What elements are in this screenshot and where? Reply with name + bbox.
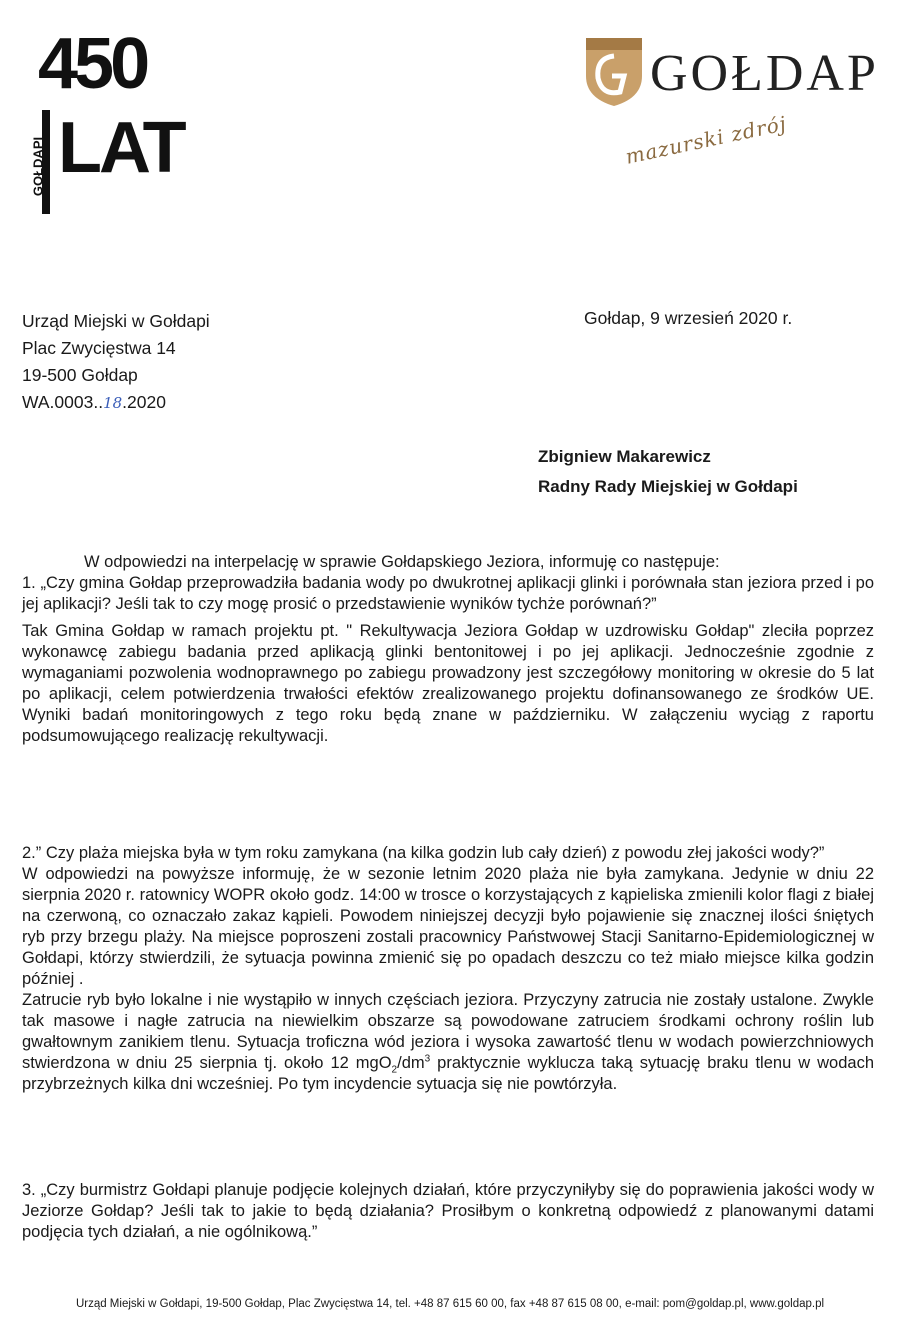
logo-goldap xyxy=(580,36,879,176)
answer-2-continued: Zatrucie ryb było lokalne i nie wystąpiło w innych częściach jeziora. Przyczyny zatrucia nie zostały ustalone. Zwykle tak masowe i nagłe zatrucia na niewielkim obszarze są powodowane zatruciem środkami ochrony roślin lub gwałtownym zanikiem tlenu. Sytuacja troficzna wód jeziora i wysoka zawartość tlenu w wodach powierzchniowych stwierdzona w dniu 25 sierpnia tj. około 12 $mgO_2/dm^3$ praktycznie wyklucza taką sytuację braku tlenu w wodach przybrzeżnych kilka dni wcześniej. Po tym incydencie sytuacja się nie powtórzyła. xyxy=(22,991,874,1093)
sender-line: Urząd Miejski w Gołdapi xyxy=(22,311,210,331)
logo-vertical-text: GOŁDAPI xyxy=(30,136,46,197)
question-1: 1. „Czy gmina Gołdap przeprowadziła badania wody po dwukrotnej aplikacji glinki i porównała stan jeziora przed i po jej aplikacji? Jeśli tak to czy mogę prosić o przedstawienie wyników tychże porównań?” xyxy=(22,574,874,613)
letter-date: Gołdap, 9 wrzesień 2020 r. xyxy=(584,308,793,328)
footer-address: Urząd Miejski w Gołdapi, 19-500 Gołdap, Plac Zwycięstwa 14, tel. +48 87 615 60 00, fax +48 87 615 08 00, e-mail: pom@goldap.pl, www.goldap.pl xyxy=(75,1298,825,1310)
answer-1: Tak Gmina Gołdap w ramach projektu pt. " Rekultywacja Jeziora Gołdap w uzdrowisku Gołdap" zleciła poprzez wykonawcę zabiegu badania przed aplikacją glinki bentonitowej i po jej aplikacji. Jednocześnie zgodnie z wymaganiami pozwolenia wodnoprawnego po zabiegu prowadzony jest szczegółowy monitoring w okresie do 5 lat po aplikacji, celem potwierdzenia trwałości efektów zrealizowanego projektu dofinansowanego ze środków UE. Wyniki badań monitoringowych z tego roku będą znane w październiku. W załączeniu wyciąg z raportu podsumowującego realizację rekultywacji. xyxy=(22,622,874,745)
goldap-wordmark: GOŁDAP xyxy=(650,45,879,102)
question-2: 2.” Czy plaża miejska była w tym roku zamykana (na kilka godzin lub cały dzień) z powodu złej jakości wody?” xyxy=(22,844,825,862)
logo-450-lat xyxy=(28,24,184,197)
sender-line: 19-500 Gołdap xyxy=(22,365,138,385)
recipient-block xyxy=(538,442,798,502)
logo-word: LAT xyxy=(58,108,184,188)
answer-2: W odpowiedzi na powyższe informuję, że w sezonie letnim 2020 plaża nie była zamykana. Jedynie w dniu 22 sierpnia 2020 r. ratownicy WOPR około godz. 14:00 w trosce o korzystających z kąpieliska zmienili kolor flagi z białej na czerwoną, co oznaczało zakaz kąpieli. Powodem niniejszej decyzji było pojawienie się znacznej ilości śniętych ryb przy brzegu plaży. Na miejsce poproszeni zostali pracownicy Państwowej Stacji Sanitarno-Epidemiologicznej w Gołdapi, którzy stwierdzili, że sytuacja powinna zmienić się po opadach deszczu co też miało miejsce kilka godzin później . xyxy=(22,865,874,988)
recipient-name: Zbigniew Makarewicz xyxy=(538,447,711,466)
letter-body-2 xyxy=(22,843,874,1095)
goldap-tagline: mazurski zdrój xyxy=(623,111,789,169)
recipient-title: Radny Rady Miejskiej w Gołdapi xyxy=(538,477,798,496)
intro-paragraph: W odpowiedzi na interpelację w sprawie Gołdapskiego Jeziora, informuję co następuje: xyxy=(84,553,720,571)
reference-number: WA.0003..18.2020 xyxy=(22,392,166,412)
sender-line: Plac Zwycięstwa 14 xyxy=(22,338,176,358)
letter-body-3 xyxy=(22,1180,874,1243)
handwritten-number: 18 xyxy=(103,394,123,412)
logo-number: 450 xyxy=(38,24,147,104)
question-3: 3. „Czy burmistrz Gołdapi planuje podjęcie kolejnych działań, które przyczyniłyby się do poprawienia jakości wody w Jeziorze Gołdap? Jeśli tak to jakie to będą działania? Prosiłbym o konkretną odpowiedź z planowanymi datami podjęcia tych działań, a nie ogólnikową.” xyxy=(22,1181,874,1241)
sender-block xyxy=(22,308,210,417)
goldap-shield-icon xyxy=(584,36,644,108)
letter-body xyxy=(22,552,874,747)
